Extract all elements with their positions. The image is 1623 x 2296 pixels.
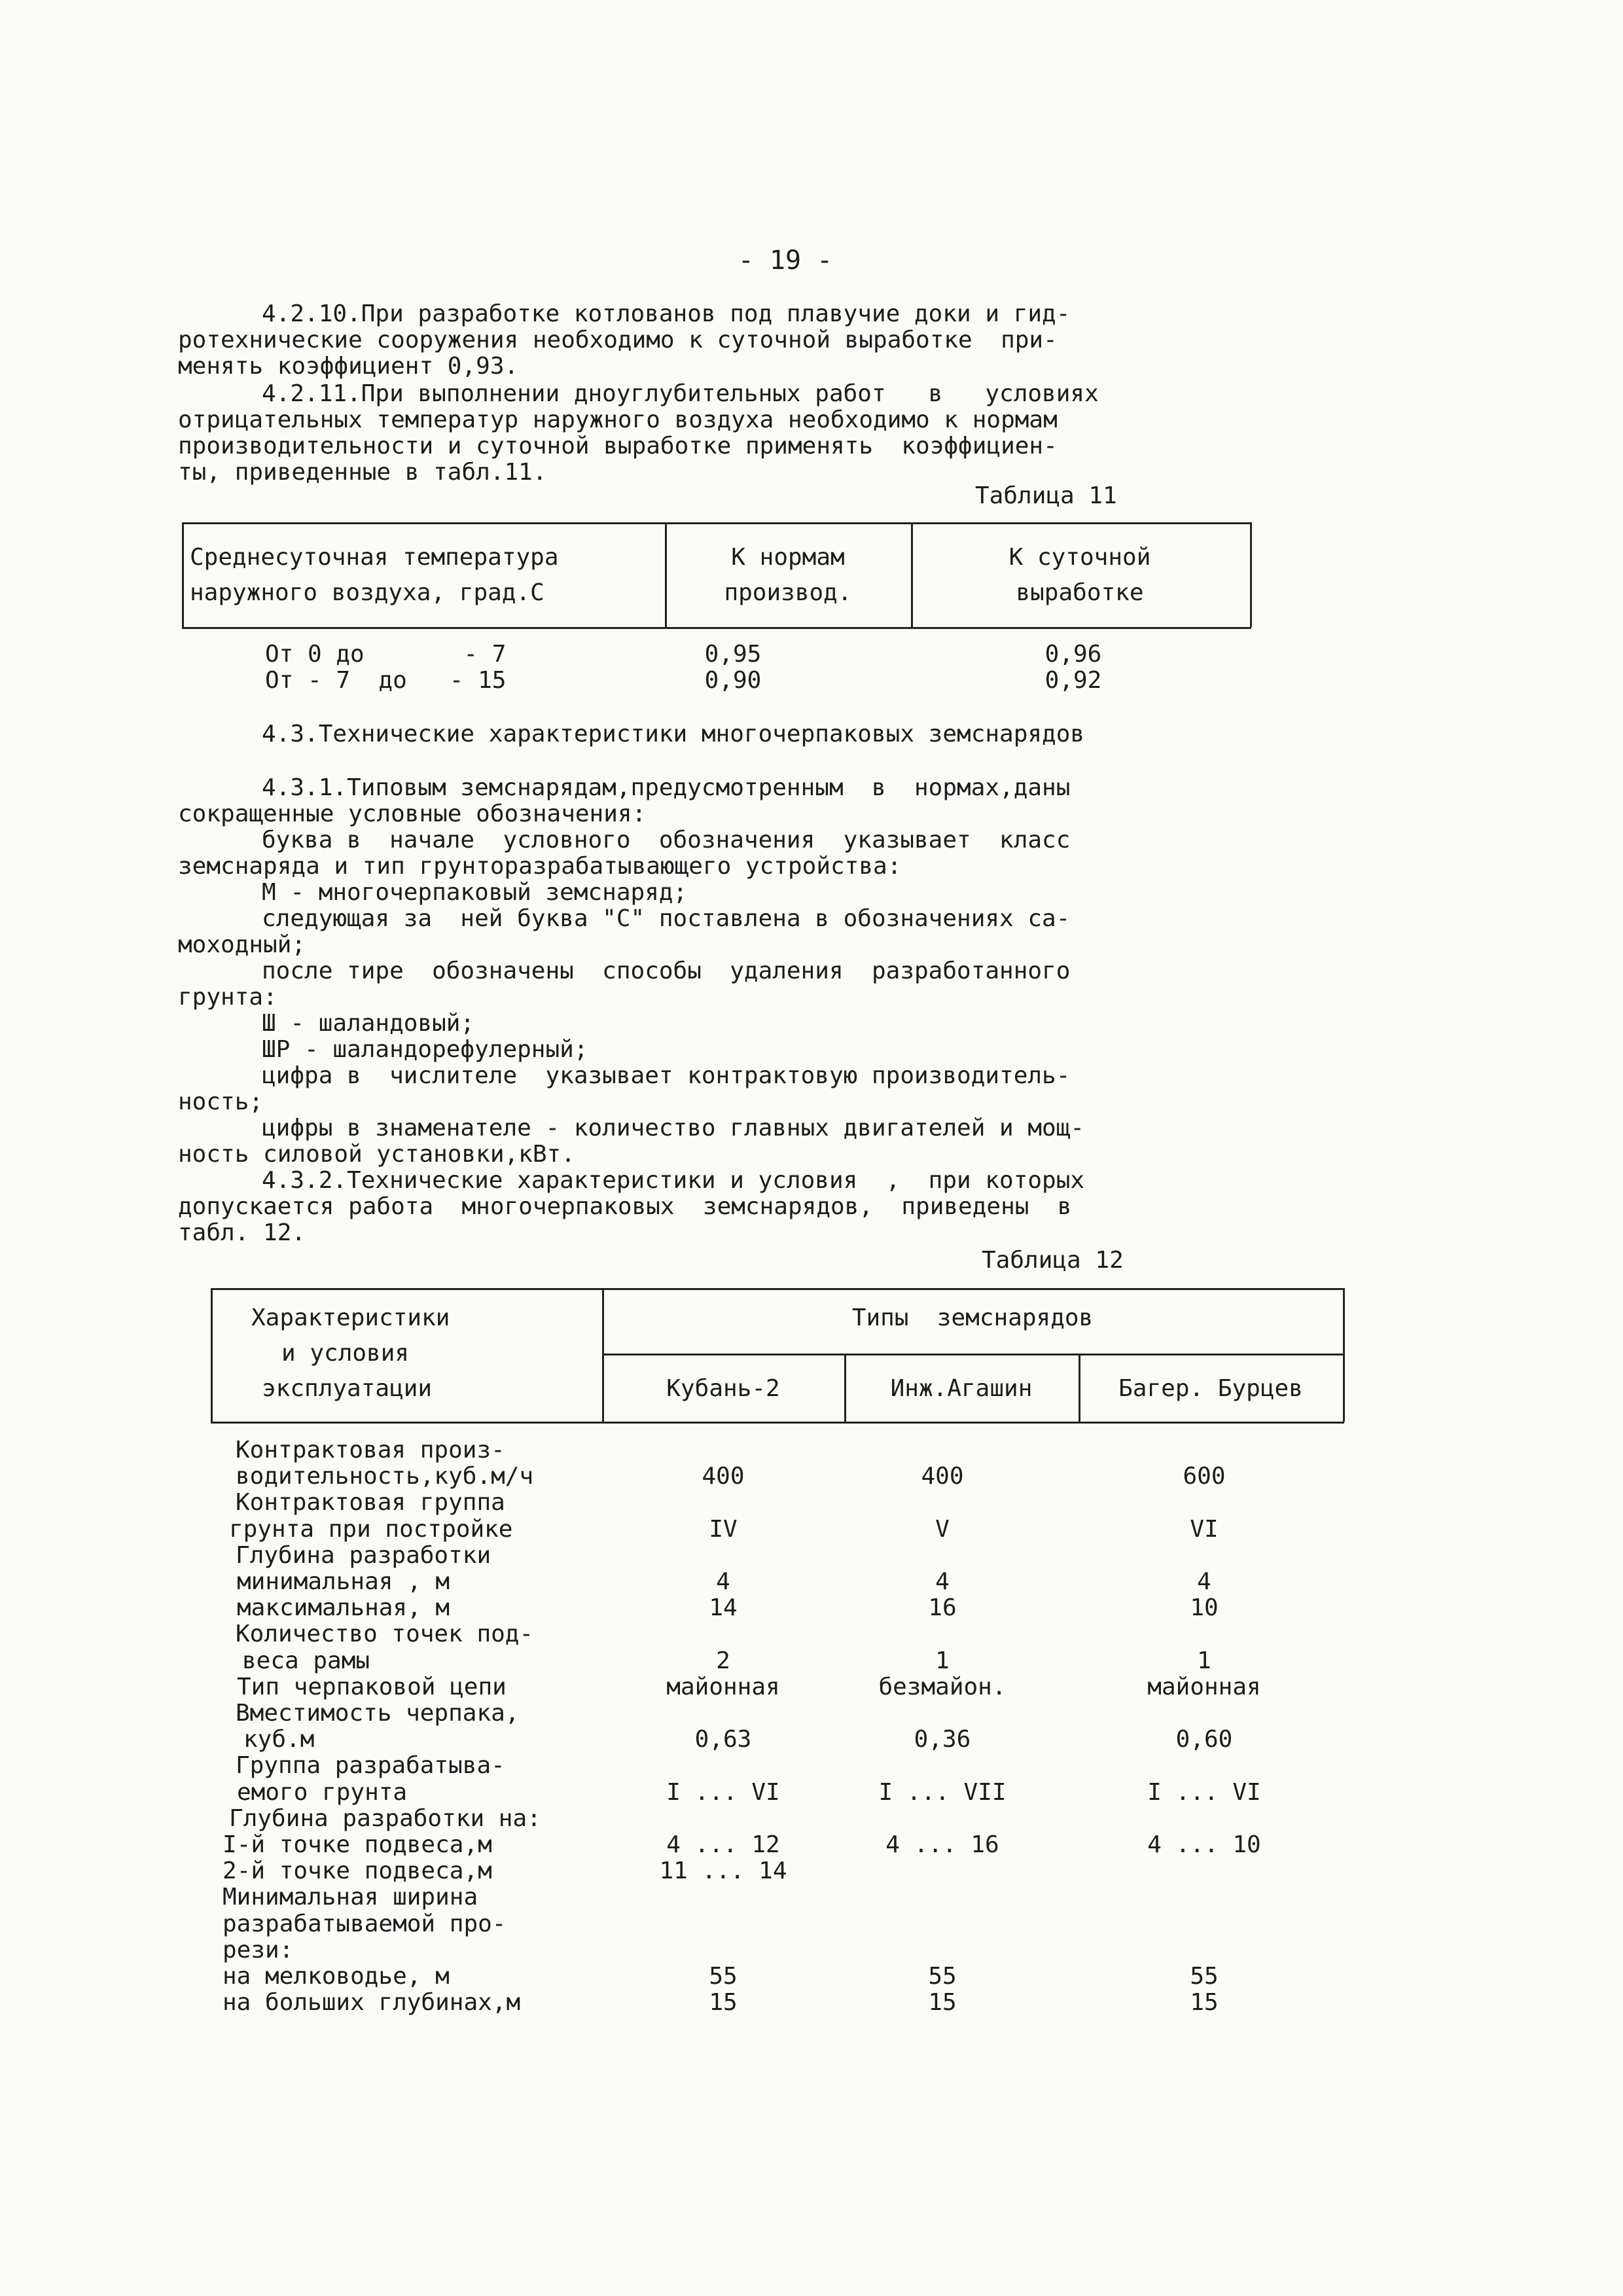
table11-top-rule bbox=[182, 522, 1251, 524]
table12-row-value-agashin: 15 bbox=[928, 1989, 957, 2016]
table12-row-label: куб.м bbox=[243, 1726, 315, 1753]
table12-row-value-burtsev: майонная bbox=[1147, 1674, 1261, 1700]
table12-row-value-burtsev: 4 bbox=[1197, 1568, 1211, 1595]
table12-row-label: 2-й точке подвеса,м bbox=[223, 1857, 492, 1884]
table12-header-rule bbox=[211, 1422, 1344, 1424]
table12-top-rule bbox=[211, 1288, 1344, 1290]
table12-row-value-burtsev: 4 ... 10 bbox=[1147, 1831, 1261, 1858]
table12-row-value-kuban: майонная bbox=[666, 1674, 780, 1700]
para-4-3-1-line-12: цифра в числителе указывает контрактовую производитель- bbox=[262, 1062, 1071, 1089]
para-4-3-1-line-15: ность силовой установки,кВт. bbox=[178, 1141, 575, 1168]
table12-row-value-kuban: 15 bbox=[709, 1989, 738, 2016]
table11-header-daily-1: К суточной bbox=[1008, 544, 1151, 571]
table12-row-value-burtsev: I ... VI bbox=[1147, 1779, 1261, 1806]
table12-row-label: Глубина разработки на: bbox=[229, 1805, 541, 1832]
table12-head-left-2: и условия bbox=[281, 1340, 410, 1367]
para-4-2-11-line-4: ты, приведенные в табл.11. bbox=[178, 459, 547, 486]
table11-row-2-norm: 0,90 bbox=[704, 667, 762, 694]
para-4-3-1-line-7: моходный; bbox=[178, 931, 306, 958]
table11-row-1-norm: 0,95 bbox=[704, 641, 762, 668]
table12-row-label: рези: bbox=[223, 1937, 294, 1964]
table11-caption: Таблица 11 bbox=[975, 482, 1117, 509]
table11-header-norm-2: производ. bbox=[724, 579, 852, 606]
table12-row-value-kuban: 400 bbox=[702, 1463, 745, 1490]
table11-row-1-daily: 0,96 bbox=[1044, 641, 1102, 668]
table11-row-2-daily: 0,92 bbox=[1044, 667, 1102, 694]
table12-row-label: максимальная, м bbox=[237, 1594, 450, 1621]
table12-row-value-burtsev: 600 bbox=[1183, 1463, 1226, 1490]
table12-row-label: I-й точке подвеса,м bbox=[223, 1831, 492, 1858]
table12-row-label: на мелководье, м bbox=[223, 1963, 450, 1990]
table12-row-value-burtsev: 10 bbox=[1190, 1594, 1219, 1621]
table12-row-value-kuban: I ... VI bbox=[666, 1779, 780, 1806]
table12-row-label: емого грунта bbox=[237, 1779, 408, 1806]
table12-row-value-agashin: 16 bbox=[928, 1594, 957, 1621]
table12-col-agashin: Инж.Агашин bbox=[890, 1375, 1033, 1402]
table12-divider-3 bbox=[1079, 1354, 1080, 1422]
para-4-2-11-line-1: 4.2.11.При выполнении дноуглубительных работ в условиях bbox=[262, 380, 1099, 407]
para-4-3-1-line-5: М - многочерпаковый земснаряд; bbox=[262, 879, 688, 906]
table12-row-value-kuban: 0,63 bbox=[694, 1726, 752, 1753]
para-4-3-1-line-14: цифры в знаменателе - количество главных двигателей и мощ- bbox=[262, 1115, 1085, 1141]
table12-border-right bbox=[1343, 1288, 1345, 1422]
table12-head-left-1: Характеристики bbox=[251, 1304, 450, 1331]
table12-row-value-kuban: 11 ... 14 bbox=[659, 1857, 787, 1884]
table12-row-value-agashin: 1 bbox=[935, 1647, 950, 1674]
para-4-3-1-line-8: после тире обозначены способы удаления разработанного bbox=[262, 958, 1071, 984]
table12-row-label: веса рамы bbox=[242, 1647, 370, 1674]
table12-row-label: Контрактовая группа bbox=[236, 1489, 505, 1516]
table12-row-label: Тип черпаковой цепи bbox=[237, 1674, 507, 1700]
table12-row-value-burtsev: VI bbox=[1190, 1516, 1219, 1543]
table11-divider-1 bbox=[665, 522, 667, 627]
table12-divider-2 bbox=[844, 1354, 846, 1422]
table12-head-group: Типы земснарядов bbox=[851, 1304, 1094, 1331]
table12-row-value-kuban: 14 bbox=[709, 1594, 738, 1621]
table12-row-value-agashin: безмайон. bbox=[878, 1674, 1007, 1700]
table12-row-label: Контрактовая произ- bbox=[236, 1437, 505, 1463]
table12-row-label: Группа разрабатыва- bbox=[236, 1752, 505, 1779]
table12-row-label: Глубина разработки bbox=[236, 1542, 491, 1569]
table12-row-label: водительность,куб.м/ч bbox=[236, 1463, 534, 1490]
table12-row-label: Минимальная ширина bbox=[223, 1884, 478, 1910]
table12-divider-1 bbox=[602, 1288, 604, 1422]
para-4-3-1-line-13: ность; bbox=[178, 1088, 264, 1115]
page-number: - 19 - bbox=[738, 245, 833, 276]
para-4-2-11-line-3: производительности и суточной выработке применять коэффициен- bbox=[178, 433, 1058, 459]
section-4-3-title: 4.3.Технические характеристики многочерпаковых земснарядов bbox=[262, 721, 1085, 747]
table12-group-rule bbox=[602, 1354, 1344, 1355]
table12-row-label: минимальная , м bbox=[237, 1568, 450, 1595]
table11-header-rule bbox=[182, 627, 1251, 629]
para-4-3-1-line-2: сокращенные условные обозначения: bbox=[178, 800, 647, 827]
table12-row-value-agashin: V bbox=[935, 1516, 950, 1543]
para-4-2-10-line-1: 4.2.10.При разработке котлованов под плавучие доки и гид- bbox=[262, 300, 1071, 327]
para-4-3-1-line-3: буква в начале условного обозначения указывает класс bbox=[262, 827, 1071, 853]
para-4-3-1-line-4: земснаряда и тип грунторазрабатывающего устройства: bbox=[178, 853, 902, 880]
table12-row-value-agashin: 0,36 bbox=[914, 1726, 971, 1753]
table12-col-kuban: Кубань-2 bbox=[666, 1375, 780, 1402]
para-4-3-1-line-1: 4.3.1.Типовым земснарядам,предусмотренным в нормах,даны bbox=[262, 774, 1071, 801]
table12-row-value-agashin: 55 bbox=[928, 1963, 957, 1990]
table12-row-value-kuban: IV bbox=[709, 1516, 738, 1543]
table12-row-value-agashin: 4 ... 16 bbox=[885, 1831, 999, 1858]
table12-row-label: на больших глубинах,м bbox=[223, 1989, 521, 2016]
table12-row-value-kuban: 2 bbox=[716, 1647, 730, 1674]
para-4-2-10-line-2: ротехнические сооружения необходимо к суточной выработке при- bbox=[178, 327, 1058, 353]
table12-head-left-3: эксплуатации bbox=[262, 1375, 433, 1402]
para-4-3-2-line-3: табл. 12. bbox=[178, 1219, 306, 1246]
table11-divider-2 bbox=[911, 522, 913, 627]
table11-header-norm-1: К нормам bbox=[731, 544, 845, 571]
table12-row-value-burtsev: 1 bbox=[1197, 1647, 1211, 1674]
table12-row-value-burtsev: 55 bbox=[1190, 1963, 1219, 1990]
para-4-3-1-line-9: грунта: bbox=[178, 984, 277, 1011]
table12-row-value-burtsev: 0,60 bbox=[1175, 1726, 1233, 1753]
table12-row-value-kuban: 55 bbox=[709, 1963, 738, 1990]
table12-col-burtsev: Багер. Бурцев bbox=[1118, 1375, 1303, 1402]
para-4-2-10-line-3: менять коэффициент 0,93. bbox=[178, 353, 519, 380]
table11-border-left bbox=[182, 522, 184, 627]
table12-row-label: Количество точек под- bbox=[236, 1621, 534, 1647]
table11-header-temp-2: наружного воздуха, град.С bbox=[190, 579, 544, 606]
table12-row-value-agashin: 400 bbox=[921, 1463, 964, 1490]
table11-header-daily-2: выработке bbox=[1016, 579, 1144, 606]
table11-header-temp-1: Среднесуточная температура bbox=[190, 544, 559, 571]
table11-border-right bbox=[1250, 522, 1252, 627]
table12-border-left bbox=[211, 1288, 213, 1422]
para-4-3-2-line-2: допускается работа многочерпаковых земснарядов, приведены в bbox=[178, 1193, 1072, 1220]
table11-row-1-label: От 0 до - 7 bbox=[265, 641, 507, 668]
para-4-3-1-line-10: Ш - шаландовый; bbox=[262, 1010, 475, 1037]
para-4-3-1-line-6: следующая за ней буква "С" поставлена в обозначениях са- bbox=[262, 905, 1071, 932]
table12-row-value-kuban: 4 bbox=[716, 1568, 730, 1595]
para-4-2-11-line-2: отрицательных температур наружного воздуха необходимо к нормам bbox=[178, 406, 1058, 433]
table12-row-label: грунта при постройке bbox=[229, 1516, 513, 1543]
table12-row-value-kuban: 4 ... 12 bbox=[666, 1831, 780, 1858]
table12-row-label: Вместимость черпака, bbox=[236, 1700, 520, 1727]
table12-row-value-burtsev: 15 bbox=[1190, 1989, 1219, 2016]
table12-row-value-agashin: 4 bbox=[935, 1568, 950, 1595]
table12-caption: Таблица 12 bbox=[982, 1247, 1124, 1274]
table11-row-2-label: От - 7 до - 15 bbox=[265, 667, 507, 694]
para-4-3-2-line-1: 4.3.2.Технические характеристики и условия , при которых bbox=[262, 1167, 1085, 1194]
para-4-3-1-line-11: ШР - шаландорефулерный; bbox=[262, 1036, 588, 1063]
table12-row-value-agashin: I ... VII bbox=[878, 1779, 1007, 1806]
table12-row-label: разрабатываемой про- bbox=[223, 1910, 507, 1937]
